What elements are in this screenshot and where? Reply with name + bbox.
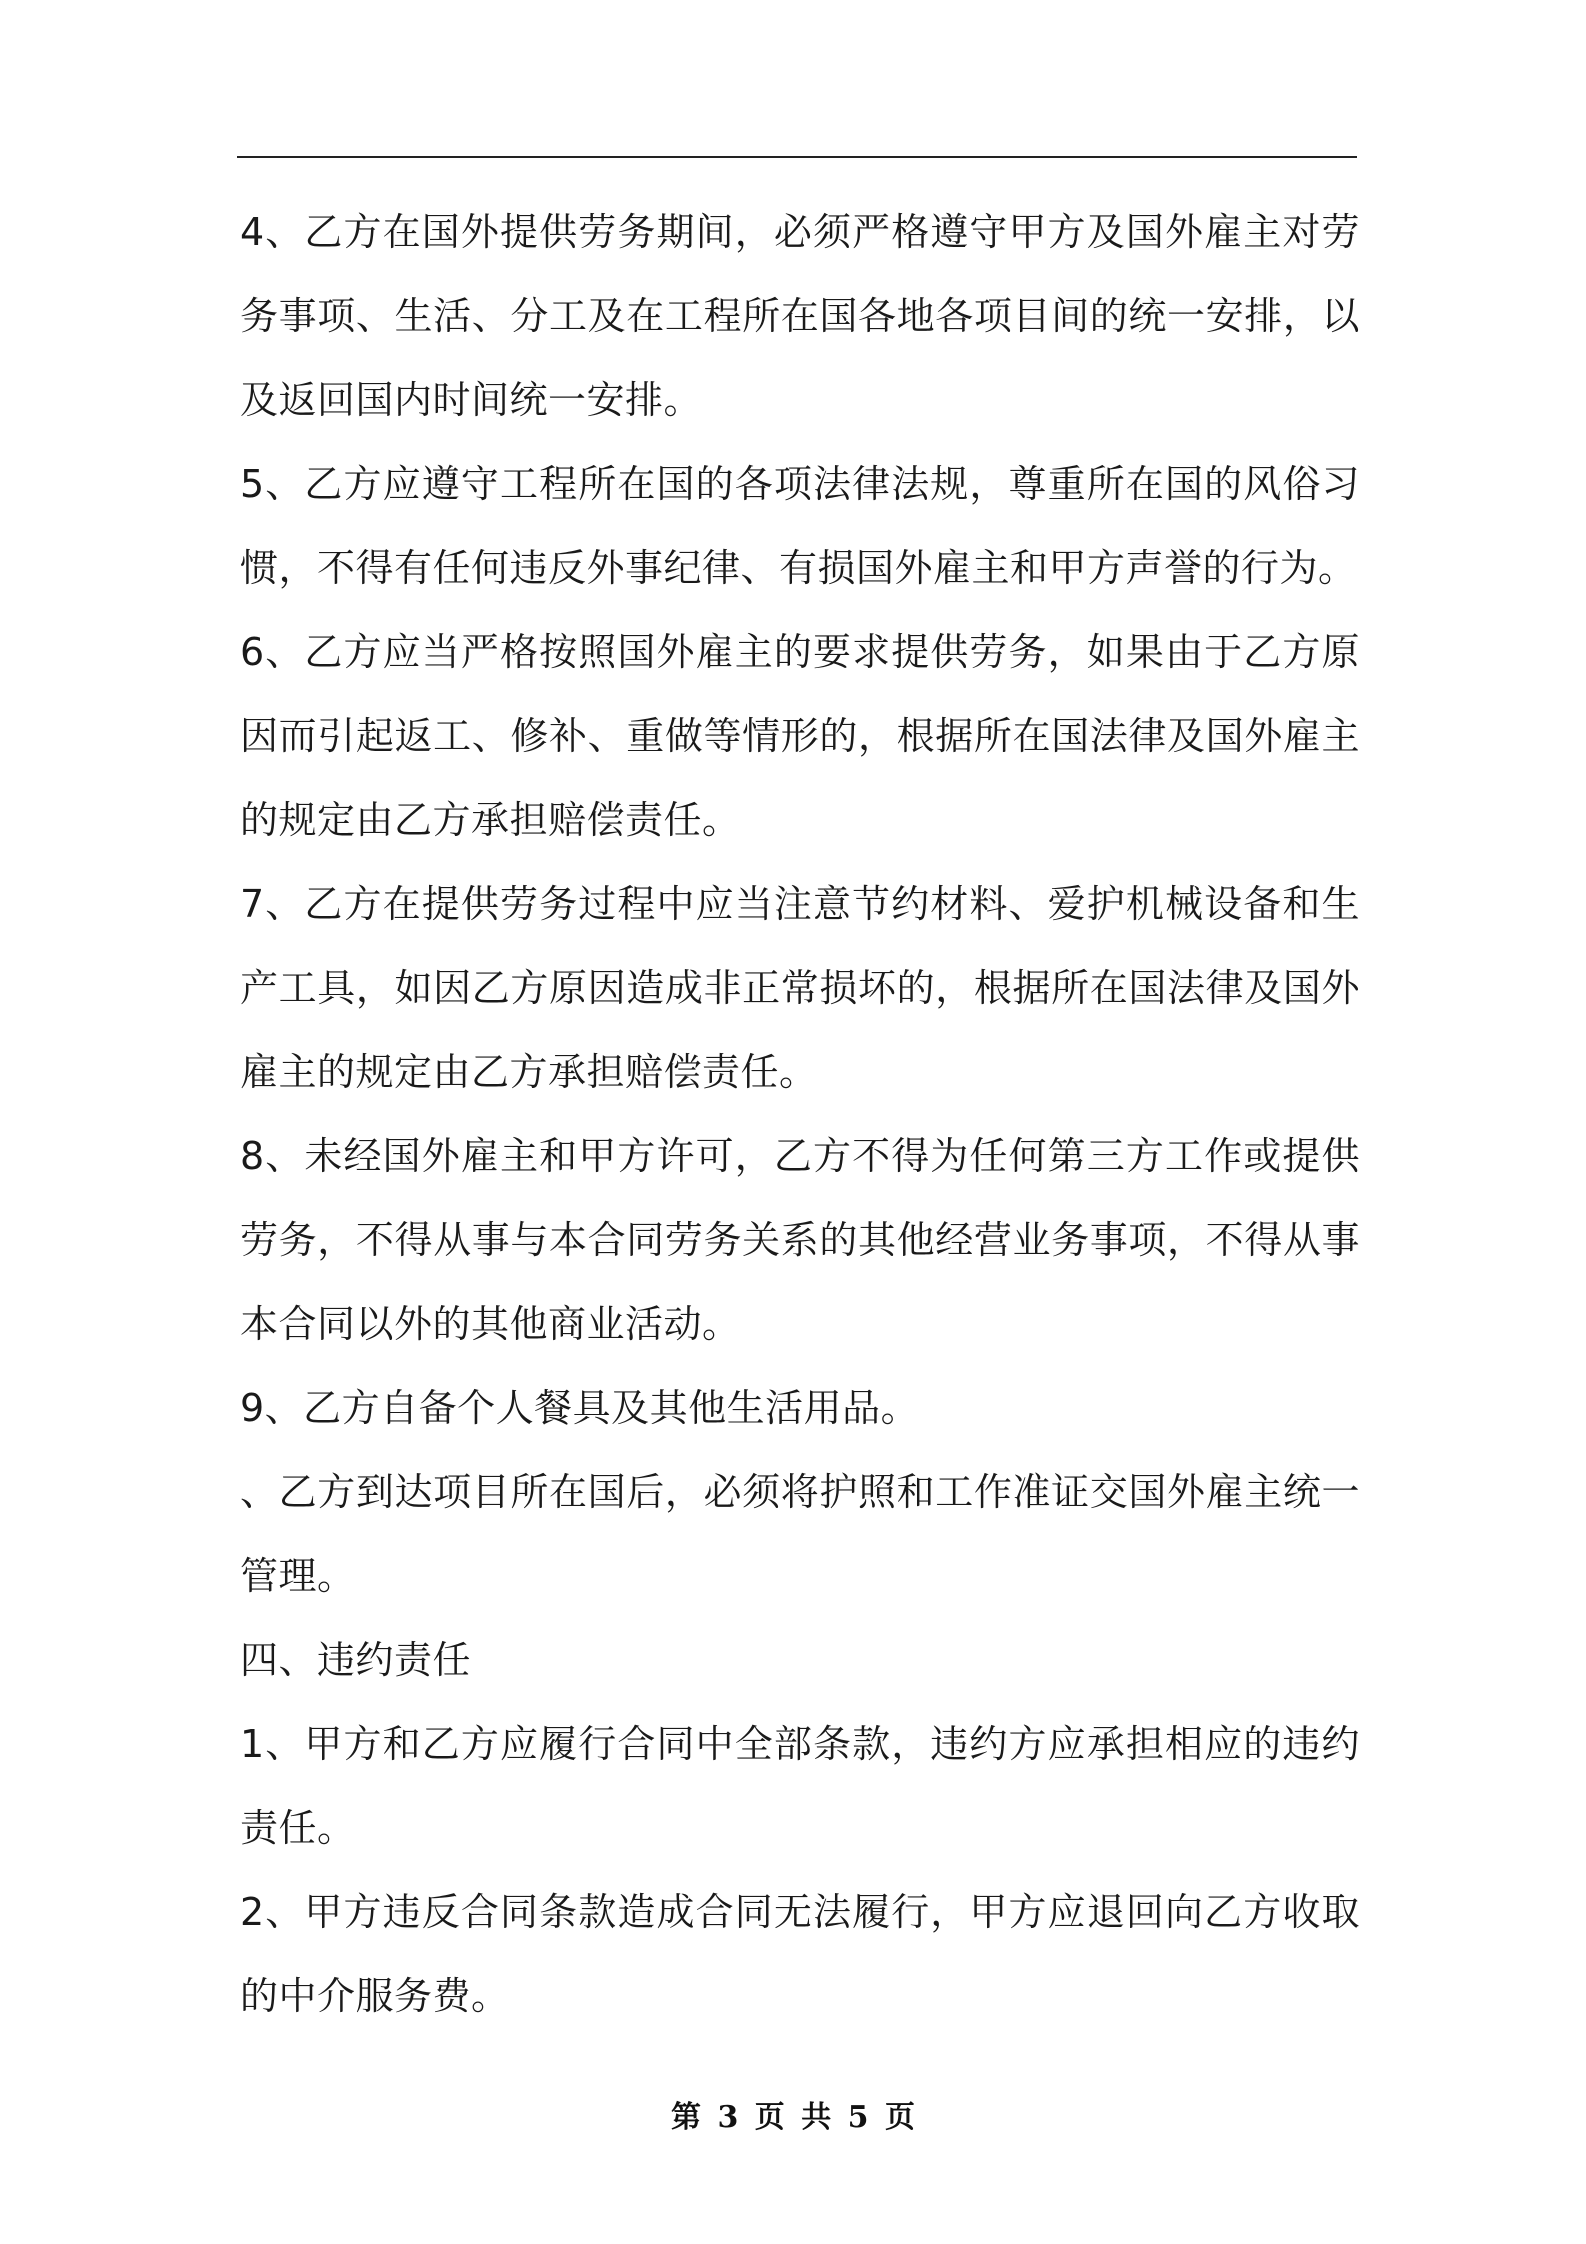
clause-5: 5、乙方应遵守工程所在国的各项法律法规，尊重所在国的风俗习惯，不得有任何违反外事纪律、有损国外雇主和甲方声誉的行为。 (240, 462, 1360, 590)
clause-8: 8、未经国外雇主和甲方许可，乙方不得为任何第三方工作或提供劳务，不得从事与本合同劳务关系的其他经营业务事项，不得从事本合同以外的其他商业活动。 (240, 1134, 1360, 1346)
document-body (240, 190, 1360, 2038)
breach-clause-2: 2、甲方违反合同条款造成合同无法履行，甲方应退回向乙方收取的中介服务费。 (240, 1890, 1360, 2018)
page-number-footer: 第 3 页 共 5 页 (671, 2100, 915, 2135)
clause-unnumbered: 、乙方到达项目所在国后，必须将护照和工作准证交国外雇主统一管理。 (240, 1470, 1360, 1598)
clause-6: 6、乙方应当严格按照国外雇主的要求提供劳务，如果由于乙方原因而引起返工、修补、重做等情形的，根据所在国法律及国外雇主的规定由乙方承担赔偿责任。 (240, 630, 1360, 842)
clause-7: 7、乙方在提供劳务过程中应当注意节约材料、爱护机械设备和生产工具，如因乙方原因造成非正常损坏的，根据所在国法律及国外雇主的规定由乙方承担赔偿责任。 (240, 882, 1360, 1094)
clause-4: 4、乙方在国外提供劳务期间，必须严格遵守甲方及国外雇主对劳务事项、生活、分工及在工程所在国各地各项目间的统一安排，以及返回国内时间统一安排。 (240, 210, 1360, 422)
section-heading-breach-liability: 四、违约责任 (240, 1638, 472, 1682)
clause-9: 9、乙方自备个人餐具及其他生活用品。 (240, 1386, 920, 1430)
breach-clause-1: 1、甲方和乙方应履行合同中全部条款，违约方应承担相应的违约责任。 (240, 1722, 1360, 1850)
header-divider (237, 156, 1357, 158)
